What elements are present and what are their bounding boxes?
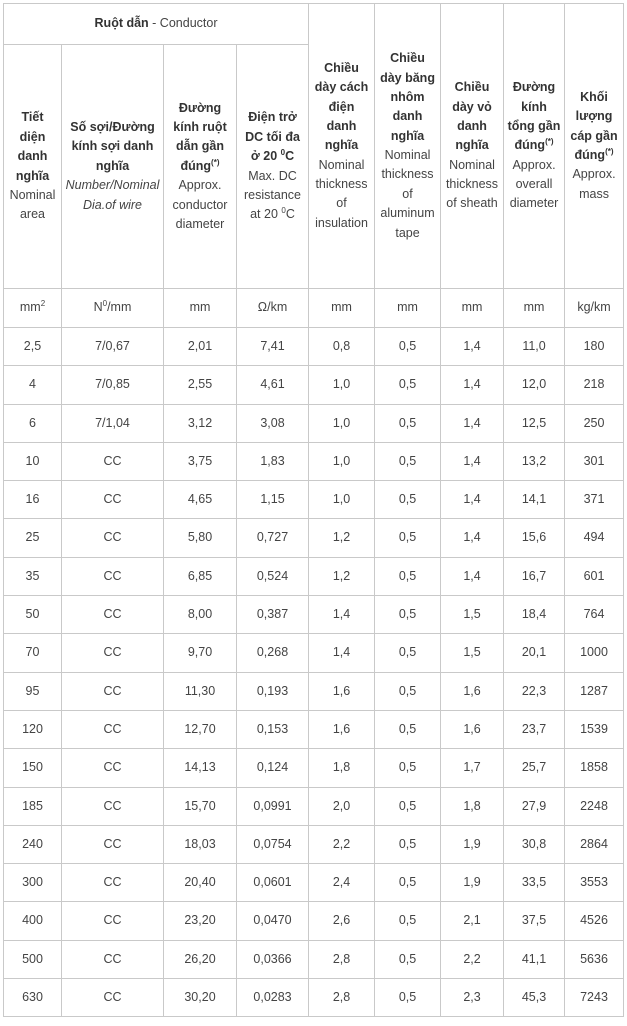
table-cell: 25 [4,519,62,557]
table-cell: 2,1 [441,902,504,940]
table-cell: 18,03 [164,825,237,863]
table-row [4,864,624,902]
table-cell: 0,5 [375,864,441,902]
table-cell: 120 [4,710,62,748]
table-cell: 0,5 [375,710,441,748]
table-cell: 0,5 [375,557,441,595]
table-cell: 5636 [565,940,624,978]
unit-insulation: mm [309,289,375,328]
table-cell: 0,5 [375,940,441,978]
table-cell: 1,4 [441,328,504,366]
table-cell: 8,00 [164,596,237,634]
table-cell: 1,5 [441,634,504,672]
table-cell: 371 [565,481,624,519]
table-cell: 400 [4,902,62,940]
table-cell: 1,4 [441,442,504,480]
table-row [4,902,624,940]
table-cell: 4,65 [164,481,237,519]
table-cell: 23,7 [504,710,565,748]
table-cell: 0,5 [375,902,441,940]
table-row [4,366,624,404]
table-cell: 30,8 [504,825,565,863]
table-cell: 0,0470 [237,902,309,940]
unit-sheath: mm [441,289,504,328]
table-cell: 1539 [565,710,624,748]
table-cell: 0,5 [375,596,441,634]
unit-wire: $N^0/mm$ [62,289,164,328]
table-cell: 41,1 [504,940,565,978]
table-cell: 0,5 [375,634,441,672]
table-cell: 2864 [565,825,624,863]
table-cell: 9,70 [164,634,237,672]
table-cell: 2,55 [164,366,237,404]
table-cell: 764 [565,596,624,634]
table-cell: 22,3 [504,672,565,710]
insulation-thickness-header: Chiều dày cách điện danh nghĩa Nominal thickness of insulation [309,4,375,289]
table-cell: 1,4 [441,519,504,557]
table-cell: 0,153 [237,710,309,748]
table-cell: 11,30 [164,672,237,710]
aluminum-tape-header: Chiều dày băng nhôm danh nghĩa Nominal thickness of aluminum tape [375,4,441,289]
table-row [4,672,624,710]
table-cell: 14,13 [164,749,237,787]
table-row [4,519,624,557]
conductor-group-header: Ruột dẫn - Conductor [4,4,309,45]
table-cell: 1,0 [309,366,375,404]
table-cell: 1,8 [441,787,504,825]
table-cell: 4526 [565,902,624,940]
table-cell: 2,6 [309,902,375,940]
table-cell: CC [62,557,164,595]
table-cell: 1,0 [309,481,375,519]
table-cell: 1,6 [441,672,504,710]
table-cell: 0,5 [375,979,441,1017]
table-cell: 70 [4,634,62,672]
table-cell: 1,4 [441,481,504,519]
table-cell: CC [62,710,164,748]
table-cell: CC [62,864,164,902]
table-cell: 3553 [565,864,624,902]
table-cell: CC [62,672,164,710]
table-cell: CC [62,902,164,940]
table-cell: 240 [4,825,62,863]
table-cell: 218 [565,366,624,404]
table-cell: 0,5 [375,366,441,404]
table-cell: CC [62,940,164,978]
table-cell: 0,0283 [237,979,309,1017]
table-cell: 0,5 [375,328,441,366]
table-cell: 12,5 [504,404,565,442]
table-cell: 0,5 [375,519,441,557]
table-cell: 1,4 [441,557,504,595]
table-cell: 0,124 [237,749,309,787]
table-cell: 16,7 [504,557,565,595]
table-row [4,710,624,748]
table-cell: 11,0 [504,328,565,366]
table-cell: 20,40 [164,864,237,902]
table-cell: 1000 [565,634,624,672]
table-cell: 1,9 [441,864,504,902]
table-cell: 1,0 [309,442,375,480]
table-cell: 2,8 [309,940,375,978]
table-cell: 1,15 [237,481,309,519]
table-cell: 2,2 [309,825,375,863]
table-cell: 33,5 [504,864,565,902]
table-row [4,634,624,672]
wire-number-header: Số sợi/Đường kính sợi danh nghĩa Number/Nominal Dia.of wire [62,45,164,289]
nominal-area-header: Tiết diện danh nghĩa Nominal area [4,45,62,289]
table-row [4,442,624,480]
table-cell: 601 [565,557,624,595]
table-cell: 16 [4,481,62,519]
table-cell: 180 [565,328,624,366]
table-cell: 7/0,85 [62,366,164,404]
table-cell: 2,3 [441,979,504,1017]
table-row [4,940,624,978]
table-cell: 2,5 [4,328,62,366]
table-cell: 250 [565,404,624,442]
table-cell: 1,2 [309,519,375,557]
sheath-thickness-header: Chiều dày vỏ danh nghĩa Nominal thickness of sheath [441,4,504,289]
table-cell: 6,85 [164,557,237,595]
table-cell: 50 [4,596,62,634]
table-cell: 7/1,04 [62,404,164,442]
table-cell: 7/0,67 [62,328,164,366]
table-cell: 15,70 [164,787,237,825]
table-cell: 0,193 [237,672,309,710]
table-cell: CC [62,749,164,787]
table-row [4,979,624,1017]
table-body [4,328,624,1017]
table-cell: 6 [4,404,62,442]
table-cell: 0,0991 [237,787,309,825]
table-cell: 0,5 [375,442,441,480]
table-cell: 1287 [565,672,624,710]
table-cell: 3,12 [164,404,237,442]
table-cell: 1858 [565,749,624,787]
table-cell: 150 [4,749,62,787]
table-cell: 27,9 [504,787,565,825]
table-cell: 15,6 [504,519,565,557]
table-cell: 12,70 [164,710,237,748]
table-cell: 300 [4,864,62,902]
table-row [4,557,624,595]
table-cell: 1,6 [441,710,504,748]
table-row [4,481,624,519]
table-cell: 5,80 [164,519,237,557]
unit-diameter: mm [164,289,237,328]
table-row [4,328,624,366]
table-cell: 500 [4,940,62,978]
table-cell: 4 [4,366,62,404]
table-cell: 30,20 [164,979,237,1017]
table-cell: 1,4 [441,404,504,442]
unit-overall-diameter: mm [504,289,565,328]
table-cell: 301 [565,442,624,480]
table-cell: 1,5 [441,596,504,634]
table-cell: CC [62,634,164,672]
table-cell: 2,0 [309,787,375,825]
table-cell: 2,8 [309,979,375,1017]
table-cell: 0,387 [237,596,309,634]
table-row [4,825,624,863]
table-cell: 7243 [565,979,624,1017]
table-cell: 23,20 [164,902,237,940]
unit-resistance: Ω/km [237,289,309,328]
table-cell: 7,41 [237,328,309,366]
table-cell: 1,9 [441,825,504,863]
table-cell: 1,6 [309,710,375,748]
table-cell: 0,8 [309,328,375,366]
table-cell: 0,5 [375,481,441,519]
table-cell: 0,727 [237,519,309,557]
table-cell: 0,0601 [237,864,309,902]
table-cell: 25,7 [504,749,565,787]
table-cell: 2,4 [309,864,375,902]
table-cell: 1,2 [309,557,375,595]
table-cell: 3,75 [164,442,237,480]
table-cell: 4,61 [237,366,309,404]
table-cell: 20,1 [504,634,565,672]
table-cell: 0,0366 [237,940,309,978]
table-cell: CC [62,825,164,863]
table-cell: CC [62,787,164,825]
table-cell: 0,268 [237,634,309,672]
table-cell: 10 [4,442,62,480]
table-cell: 1,4 [309,596,375,634]
table-cell: 1,4 [309,634,375,672]
table-cell: CC [62,442,164,480]
table-cell: 13,2 [504,442,565,480]
approx-mass-header: Khối lượng cáp gần đúng(*) Approx. mass [565,4,624,289]
unit-area: $mm^2$ [4,289,62,328]
table-row [4,787,624,825]
overall-diameter-header: Đường kính tổng gần đúng(*) Approx. overall diameter [504,4,565,289]
table-row [4,749,624,787]
table-cell: CC [62,596,164,634]
table-cell: 630 [4,979,62,1017]
table-cell: CC [62,481,164,519]
table-cell: 1,83 [237,442,309,480]
table-row [4,404,624,442]
unit-aluminum: mm [375,289,441,328]
table-cell: 0,5 [375,404,441,442]
table-cell: 0,5 [375,749,441,787]
table-cell: 1,7 [441,749,504,787]
unit-mass: kg/km [565,289,624,328]
table-cell: 12,0 [504,366,565,404]
dc-resistance-header: Điện trở DC tối đa ở 20 $^0$C Max. DC resistance at 20 $^0$C [237,45,309,289]
table-cell: CC [62,519,164,557]
cable-spec-table [3,3,624,1017]
table-cell: 26,20 [164,940,237,978]
table-cell: 1,0 [309,404,375,442]
table-cell: 185 [4,787,62,825]
table-cell: 1,4 [441,366,504,404]
table-cell: 1,8 [309,749,375,787]
table-row [4,596,624,634]
table-cell: 3,08 [237,404,309,442]
table-cell: 0,0754 [237,825,309,863]
table-cell: 0,5 [375,825,441,863]
table-cell: 494 [565,519,624,557]
table-cell: 0,5 [375,787,441,825]
table-cell: 95 [4,672,62,710]
units-row [4,289,624,328]
table-cell: 18,4 [504,596,565,634]
table-cell: 35 [4,557,62,595]
table-cell: 2248 [565,787,624,825]
table-cell: 45,3 [504,979,565,1017]
table-cell: 2,2 [441,940,504,978]
table-cell: 2,01 [164,328,237,366]
table-cell: 1,6 [309,672,375,710]
table-cell: CC [62,979,164,1017]
table-cell: 14,1 [504,481,565,519]
conductor-diameter-header: Đường kính ruột dẫn gần đúng(*) Approx. conductor diameter [164,45,237,289]
table-cell: 37,5 [504,902,565,940]
table-cell: 0,5 [375,672,441,710]
table-cell: 0,524 [237,557,309,595]
